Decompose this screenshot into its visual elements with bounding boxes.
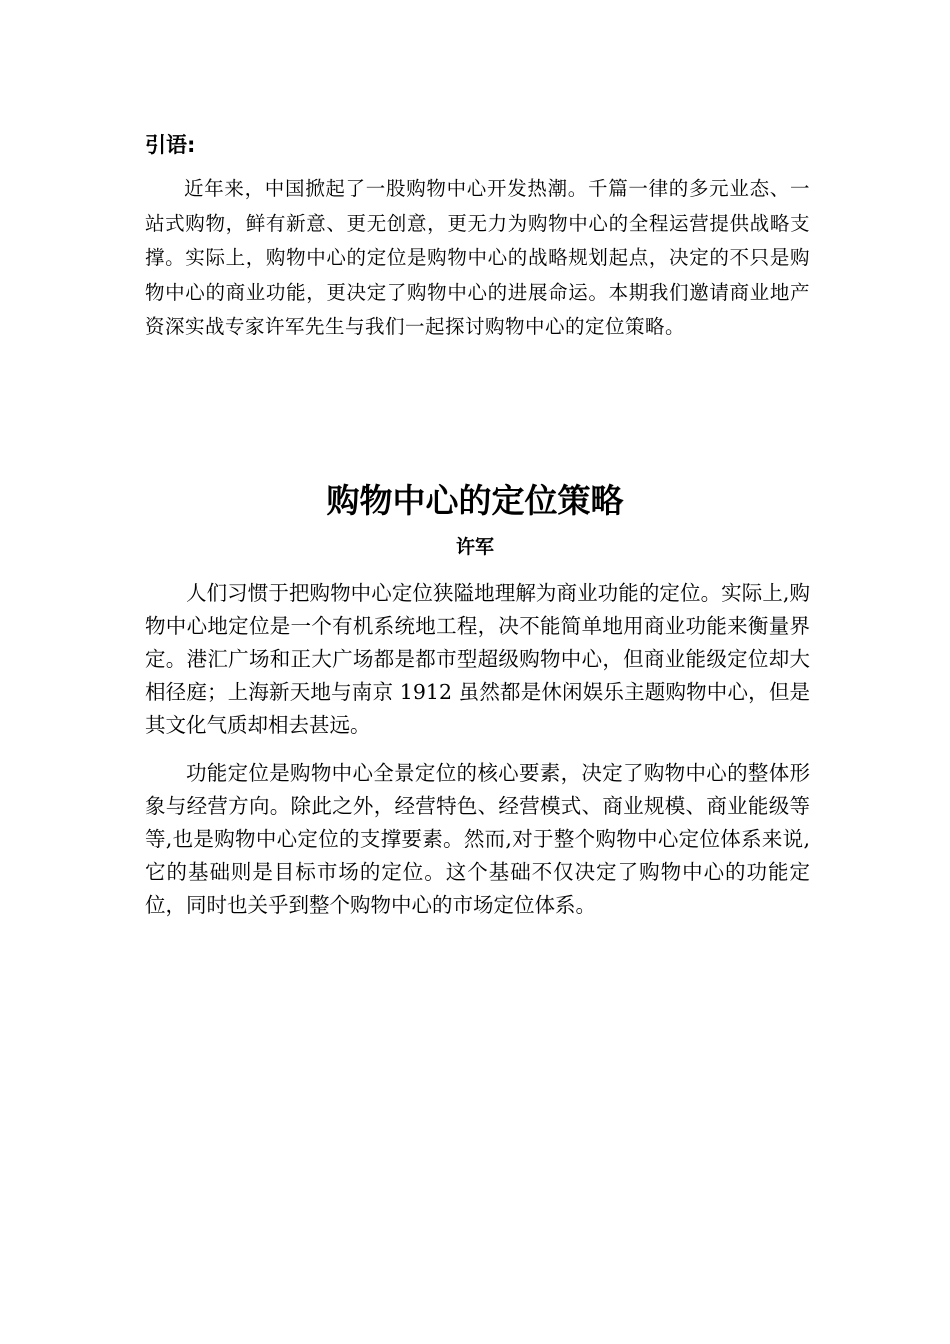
article-author: 许军 [455,536,494,558]
intro-heading: 引语: [145,133,196,157]
body-paragraph-2: 功能定位是购物中心全景定位的核心要素，决定了购物中心的整体形象与经营方向。除此之外，经营特色、经营模式、商业规模、商业能级等等,也是购物中心定位的支撑要素。然而,对于整个购物中心定位体系来说,它的基础则是目标市场的定位。这个基础不仅决定了购物中心的功能定位，同时也关乎到整个购物中心的市场定位体系。 [145,761,810,917]
body-paragraph-1: 人们习惯于把购物中心定位狭隘地理解为商业功能的定位。实际上,购物中心地定位是一个有机系统地工程，决不能简单地用商业功能来衡量界定。港汇广场和正大广场都是都市型超级购物中心，但商业能级定位却大相径庭；上海新天地与南京 1912 虽然都是休闲娱乐主题购物中心，但是其文化气质却相去甚远。 [145,581,810,737]
article-title: 购物中心的定位策略 [326,481,624,520]
intro-paragraph: 近年来，中国掀起了一股购物中心开发热潮。千篇一律的多元业态、一站式购物，鲜有新意、更无创意，更无力为购物中心的全程运营提供战略支撑。实际上，购物中心的定位是购物中心的战略规划起点，决定的不只是购物中心的商业功能，更决定了购物中心的进展命运。本期我们邀请商业地产资深实战专家许军先生与我们一起探讨购物中心的定位策略。 [145,177,810,339]
